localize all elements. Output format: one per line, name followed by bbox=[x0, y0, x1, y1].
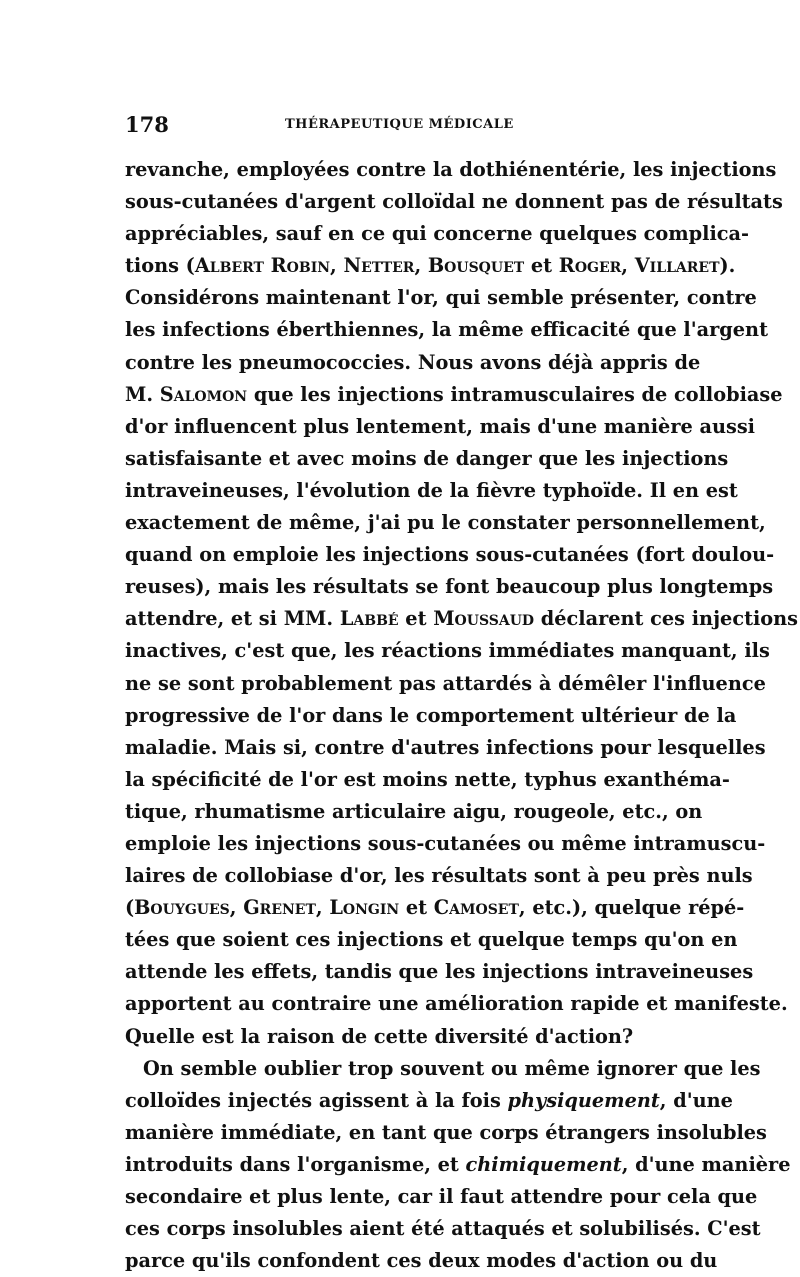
text-segment: tions ( bbox=[125, 254, 195, 278]
text-segment: progressive de l'or dans le comportement ultérieur de la bbox=[125, 703, 737, 727]
text-segment: secondaire et plus lente, car il faut attendre pour cela que bbox=[125, 1185, 758, 1208]
text-segment: attendre, et si MM. bbox=[125, 607, 340, 631]
author-name: Longin bbox=[329, 896, 400, 920]
text-segment: exactement de même, j'ai pu le constater personnellement, bbox=[125, 511, 766, 535]
text-line bbox=[125, 250, 736, 282]
author-name: Grenet bbox=[243, 896, 316, 920]
text-segment: contre les pneumococcies. Nous avons déjà appris de bbox=[125, 350, 701, 374]
text-line bbox=[125, 507, 766, 539]
text-segment: revanche, employées contre la dothiénentérie, les injections bbox=[125, 158, 777, 181]
text-line bbox=[125, 828, 766, 860]
text-segment: introduits dans l'organisme, et bbox=[125, 1152, 466, 1176]
text-segment: ne se sont probablement pas attardés à démêler l'influence bbox=[125, 671, 766, 695]
text-segment: On semble oublier trop souvent ou même ignorer que les bbox=[143, 1056, 761, 1080]
text-segment: emploie les injections sous-cutanées ou même intramuscu- bbox=[125, 831, 766, 855]
text-line bbox=[125, 668, 766, 700]
text-segment: la spécificité de l'or est moins nette, typhus exanthéma- bbox=[125, 767, 730, 791]
text-segment: , bbox=[330, 254, 344, 278]
text-segment: ces corps insolubles aient été attaqués et solubilisés. C'est bbox=[125, 1217, 761, 1241]
page-number: 178 bbox=[125, 112, 169, 137]
text-segment: M. bbox=[125, 382, 160, 406]
text-line bbox=[125, 603, 799, 635]
text-line bbox=[125, 1213, 761, 1245]
text-line bbox=[125, 732, 766, 764]
text-segment: manière immédiate, en tant que corps étrangers insolubles bbox=[125, 1120, 767, 1144]
text-segment: appréciables, sauf en ce qui concerne quelques complica- bbox=[125, 222, 750, 246]
text-segment: , bbox=[229, 896, 244, 920]
text-segment: laires de collobiase d'or, les résultats sont à peu près nuls bbox=[125, 864, 753, 888]
author-name: Salomon bbox=[159, 382, 248, 406]
author-name: Bousquet bbox=[427, 254, 525, 278]
emphasis-text: chimiquement bbox=[465, 1152, 622, 1176]
text-segment: attende les effets, tandis que les injections intraveineuses bbox=[125, 960, 754, 984]
text-line bbox=[125, 988, 788, 1020]
author-name: Camoset bbox=[433, 896, 519, 920]
text-line bbox=[125, 314, 768, 346]
text-line bbox=[125, 1245, 718, 1277]
emphasis-text: physiquement bbox=[507, 1088, 660, 1112]
author-name: Bouygues bbox=[134, 896, 230, 920]
text-line bbox=[125, 154, 777, 186]
author-name: Moussaud bbox=[433, 607, 535, 631]
text-segment: d'or influencent plus lentement, mais d'une manière aussi bbox=[125, 414, 756, 438]
text-segment: reuses), mais les résultats se font beaucoup plus longtemps bbox=[125, 575, 774, 599]
text-segment: tées que soient ces injections et quelque temps qu'on en bbox=[125, 928, 738, 952]
text-line bbox=[125, 1053, 761, 1085]
text-line bbox=[125, 860, 753, 892]
text-line bbox=[125, 443, 729, 475]
author-name: Albert Robin bbox=[194, 254, 331, 278]
text-segment: , bbox=[621, 254, 635, 278]
author-name: Villaret bbox=[634, 254, 720, 278]
text-segment: , bbox=[315, 896, 330, 920]
author-name: Labbé bbox=[339, 607, 399, 631]
text-line bbox=[125, 1085, 733, 1117]
text-segment: maladie. Mais si, contre d'autres infections pour lesquelles bbox=[125, 735, 766, 759]
running-head bbox=[125, 112, 673, 144]
text-line bbox=[125, 635, 770, 667]
text-segment: et bbox=[398, 607, 434, 631]
text-line bbox=[125, 186, 783, 218]
text-segment: Quelle est la raison de cette diversité d'action? bbox=[125, 1024, 634, 1048]
text-segment: intraveineuses, l'évolution de la fièvre typhoïde. Il en est bbox=[125, 478, 738, 502]
text-segment: tique, rhumatisme articulaire aigu, rougeole, etc., on bbox=[125, 799, 703, 823]
text-line bbox=[125, 1117, 767, 1149]
text-segment: , bbox=[414, 254, 428, 278]
text-line bbox=[125, 347, 701, 379]
text-segment: les infections éberthiennes, la même efficacité que l'argent bbox=[125, 318, 768, 342]
text-segment: inactives, c'est que, les réactions immédiates manquant, ils bbox=[125, 639, 770, 663]
text-segment: quand on emploie les injections sous-cutanées (fort doulou- bbox=[125, 543, 775, 567]
author-name: Roger bbox=[558, 254, 622, 278]
text-line bbox=[125, 1149, 791, 1181]
text-line bbox=[125, 282, 757, 314]
text-segment: apportent au contraire une amélioration rapide et manifeste. bbox=[125, 992, 788, 1016]
text-line bbox=[125, 571, 774, 603]
text-segment: Considérons maintenant l'or, qui semble présenter, contre bbox=[125, 286, 757, 310]
text-line bbox=[125, 475, 738, 507]
text-line bbox=[125, 411, 756, 443]
text-segment: ( bbox=[125, 896, 135, 920]
text-line bbox=[125, 892, 745, 924]
text-segment: sous-cutanées d'argent colloïdal ne donnent pas de résultats bbox=[125, 190, 783, 214]
text-segment: colloïdes injectés agissent à la fois bbox=[125, 1088, 508, 1112]
text-segment: satisfaisante et avec moins de danger que les injections bbox=[125, 446, 729, 470]
text-line bbox=[125, 700, 737, 732]
author-name: Netter bbox=[343, 254, 415, 278]
text-line bbox=[125, 924, 738, 956]
text-segment: déclarent ces injections bbox=[534, 607, 799, 631]
book-page bbox=[125, 112, 799, 1277]
text-line bbox=[125, 218, 750, 250]
text-line bbox=[125, 1181, 758, 1213]
text-line bbox=[125, 539, 775, 571]
text-segment: et bbox=[399, 896, 434, 920]
text-line bbox=[125, 796, 703, 828]
text-line bbox=[125, 956, 754, 988]
text-line bbox=[125, 379, 783, 411]
running-title: THÉRAPEUTIQUE MÉDICALE bbox=[285, 117, 514, 132]
text-segment: , d'une manière bbox=[621, 1152, 791, 1176]
text-segment: et bbox=[524, 254, 559, 278]
text-segment: parce qu'ils confondent ces deux modes d'action ou du bbox=[125, 1249, 718, 1273]
text-line bbox=[125, 764, 730, 796]
body-text bbox=[125, 154, 799, 1277]
text-line bbox=[125, 1021, 673, 1053]
text-segment: ). bbox=[719, 254, 736, 278]
text-segment: que les injections intramusculaires de collobiase bbox=[247, 382, 783, 406]
text-segment: , d'une bbox=[659, 1088, 733, 1112]
text-segment: , etc.), quelque répé- bbox=[518, 896, 745, 920]
